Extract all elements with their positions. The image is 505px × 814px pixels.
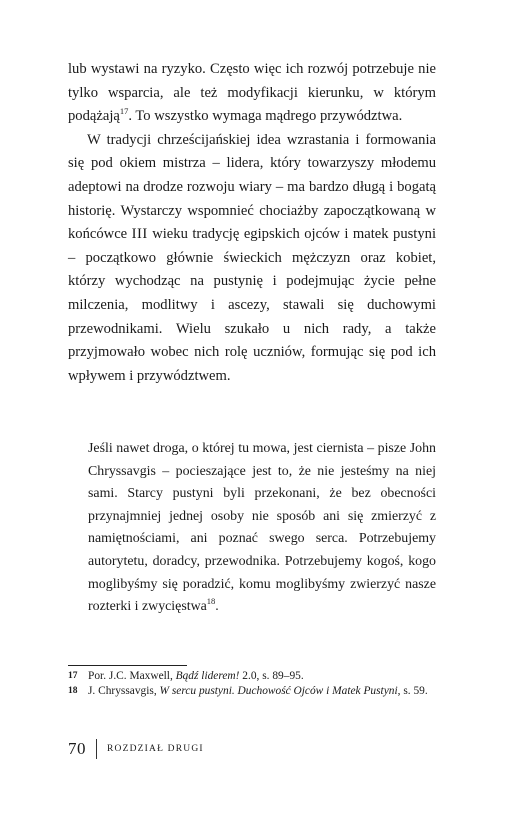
footnote-text: Por. J.C. Maxwell, Bądź liderem! 2.0, s. 89–95. [88,670,304,682]
quote-paragraph: Jeśli nawet droga, o której tu mowa, jest ciernista – pisze John Chryssavgis – pocieszające jest to, że nie jesteśmy na niej sami. Starcy pustyni byli przekonani, że bez obecności przynajmniej jednej osoby nie sposób ani się zmierzyć z namiętnościami, ani poznać swego serca. Potrzebujemy autorytetu, doradcy, przewodnika. Potrzebujemy kogoś, kogo moglibyśmy się poradzić, komu moglibyśmy zwierzyć nasze rozterki i zwycięstwa$^{18}$. [88,441,436,615]
footnote-ref-17[interactable]: 17 [119,106,129,117]
footnote-17 [68,669,436,684]
footnote-text: J. Chryssavgis, W sercu pustyni. Duchowość Ojców i Matek Pustyni, s. 59. [88,685,428,698]
footnote-ref-18[interactable]: 18 [206,596,216,607]
paragraph-1: lub wystawi na ryzyko. Często więc ich rozwój potrzebuje nie tylko wsparcia, ale też modyfikacji kierunku, w którym podążają$^{17}$. To wszystko wymaga mądrego przywództwa. [68,61,436,125]
block-quote [88,438,436,619]
footnotes [68,669,436,700]
body-text [68,58,436,388]
footnote-number: 18 [68,686,78,697]
footnote-book-title: Bądź liderem! [175,670,240,682]
footnote-number: 17 [68,671,78,681]
footnote-18 [68,684,436,699]
running-chapter-title: ROZDZIAŁ DRUGI [107,744,204,754]
footer-separator [96,739,97,759]
footnote-divider [68,665,187,666]
page-footer [68,737,204,761]
page-number: 70 [68,739,86,758]
footnote-book-title: W sercu pustyni. Duchowość Ojców i Matek Pustyni [159,685,398,698]
paragraph-2: W tradycji chrześcijańskiej idea wzrastania i formowania się pod okiem mistrza – lidera, który towarzyszy młodemu adeptowi na drodze rozwoju wiary – ma bardzo długą i bogatą historię. Wystarczy wspomnieć chociażby zapoczątkowaną w końcówce III wieku tradycję egipskich ojców i matek pustyni – początkowo głównie świeckich mężczyzn oraz kobiet, którzy wychodząc na pustynię i podejmując życie pełne milczenia, modlitwy i ascezy, stawali się duchowymi przewodnikami. Wielu szukało u nich rady, a także przyjmowało wobec nich rolę uczniów, formując się pod ich wpływem i przywództwem. [68,131,437,384]
century-numeral: III [131,226,148,243]
